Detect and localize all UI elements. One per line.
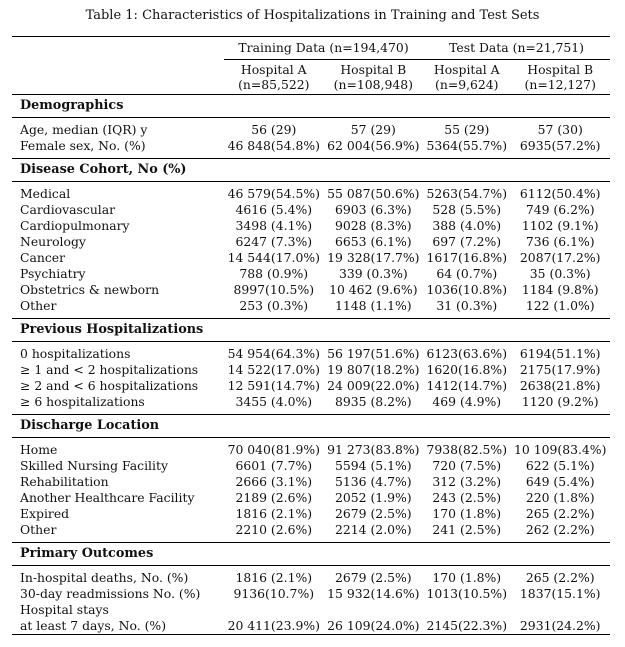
cell-value: 170 (1.8%) [432,570,502,585]
cell-value: 2666 (3.1%) [235,474,313,489]
row-label: Medical [20,186,71,201]
table-row [12,490,610,506]
cell-value: 2175(17.9%) [519,362,601,377]
cell-value: 6653 (6.1%) [335,234,412,249]
cell-value: 6247 (7.3%) [235,234,313,249]
cell-value: 1620(16.8%) [426,362,508,377]
table-row [12,362,610,378]
cell-value: 12 591(14.7%) [227,378,320,393]
cell-value: 788 (0.9%) [239,266,309,281]
row-label: Neurology [20,234,86,249]
cell-value: 262 (2.2%) [525,522,595,537]
row-label: Cardiopulmonary [20,218,130,233]
row-label: ≥ 2 and < 6 hospitalizations [20,378,199,393]
table-row [12,202,610,218]
cell-value: 1120 (9.2%) [521,394,599,409]
table-row [12,394,610,410]
section-title: Previous Hospitalizations [12,319,610,342]
cell-value: 697 (7.2%) [432,234,502,249]
table-row [12,266,610,282]
table-row [12,186,610,202]
cell-value: 56 197(51.6%) [327,346,420,361]
row-label: Another Healthcare Facility [20,490,195,505]
cell-value: 26 109(24.0%) [324,618,424,635]
cell-value: 8997(10.5%) [233,282,315,297]
row-label: at least 7 days, No. (%) [12,618,224,635]
table-row [12,442,610,458]
row-label: Cardiovascular [20,202,116,217]
table-row [12,458,610,474]
cell-value: 5136 (4.7%) [335,474,412,489]
group-header-test: Test Data (n=21,751) [423,37,610,60]
table-row [12,474,610,490]
cell-value: 2145(22.3%) [423,618,510,635]
table-caption: Table 1: Characteristics of Hospitalizations in Training and Test Sets [85,8,540,23]
cell-value: 241 (2.5%) [432,522,502,537]
cell-value: 7938(82.5%) [426,442,508,457]
cell-value: 243 (2.5%) [432,490,502,505]
cell-value: 253 (0.3%) [239,298,309,313]
cell-value: 3455 (4.0%) [235,394,313,409]
cell-value: 720 (7.5%) [432,458,502,473]
cell-value: 19 328(17.7%) [327,250,420,265]
section-header-row [12,415,610,438]
section-header-row [12,543,610,566]
row-label: Obstetrics & newborn [20,282,160,297]
cell-value: 649 (5.4%) [525,474,595,489]
cell-value: 24 009(22.0%) [327,378,420,393]
cell-value: 469 (4.9%) [432,394,502,409]
table-row [12,282,610,298]
table-row [12,122,610,138]
cell-value: 55 087(50.6%) [327,186,420,201]
row-label: Psychiatry [20,266,86,281]
group-header-row [12,37,610,60]
cell-value: 265 (2.2%) [525,506,595,521]
row-label: Hospital stays [20,602,109,617]
cell-value: 1184 (9.8%) [521,282,599,297]
cell-value: 2052 (1.9%) [335,490,412,505]
cell-value: 312 (3.2%) [432,474,502,489]
cell-value: 736 (6.1%) [525,234,595,249]
cell-value: 57 (30) [537,122,583,137]
cell-value: 15 932(14.6%) [327,586,420,601]
section-title: Demographics [12,95,610,118]
cell-value: 35 (0.3%) [529,266,591,281]
cell-value: 6903 (6.3%) [335,202,412,217]
cell-value: 388 (4.0%) [432,218,502,233]
column-header: Hospital A (n=9,624) [433,62,500,92]
row-label: ≥ 6 hospitalizations [20,394,145,409]
cell-value: 749 (6.2%) [525,202,595,217]
cell-value: 6194(51.1%) [519,346,601,361]
cell-value: 339 (0.3%) [338,266,408,281]
table-row [12,250,610,266]
cell-value: 9028 (8.3%) [335,218,412,233]
cell-value: 57 (29) [350,122,396,137]
row-label: Female sex, No. (%) [20,138,146,153]
group-header-training: Training Data (n=194,470) [224,37,423,60]
section-title: Disease Cohort, No (%) [12,159,610,182]
cell-value: 265 (2.2%) [525,570,595,585]
section-header-row [12,319,610,342]
row-label: Expired [20,506,70,521]
cell-value: 122 (1.0%) [525,298,595,313]
table-row [12,602,610,618]
table-row [12,522,610,538]
cell-value: 1013(10.5%) [426,586,508,601]
cell-value: 528 (5.5%) [432,202,502,217]
cell-value: 2679 (2.5%) [335,570,412,585]
cell-value: 1148 (1.1%) [335,298,412,313]
cell-value: 622 (5.1%) [525,458,595,473]
table-row [12,378,610,394]
cell-value: 2931(24.2%) [510,618,610,635]
table-row [12,506,610,522]
cell-value: 5364(55.7%) [426,138,508,153]
cell-value: 54 954(64.3%) [227,346,320,361]
cell-value: 56 (29) [251,122,297,137]
column-header: Hospital B (n=12,127) [524,62,596,92]
table-row [12,618,610,635]
cell-value: 2638(21.8%) [519,378,601,393]
column-header: Hospital A (n=85,522) [238,62,310,92]
cell-value: 2189 (2.6%) [235,490,313,505]
row-label: ≥ 1 and < 2 hospitalizations [20,362,199,377]
cell-value: 1412(14.7%) [426,378,508,393]
section-header-row [12,95,610,118]
row-label: 0 hospitalizations [20,346,131,361]
cell-value: 170 (1.8%) [432,506,502,521]
row-label: Home [20,442,58,457]
cell-value: 3498 (4.1%) [235,218,313,233]
cell-value: 2214 (2.0%) [335,522,412,537]
cell-value: 8935 (8.2%) [335,394,412,409]
table-row [12,586,610,602]
row-label: Other [20,298,57,313]
table-row [12,218,610,234]
cell-value: 14 522(17.0%) [227,362,320,377]
characteristics-table [12,36,610,635]
cell-value: 10 462 (9.6%) [329,282,418,297]
cell-value: 2087(17.2%) [519,250,601,265]
cell-value: 20 411(23.9%) [224,618,324,635]
cell-value: 91 273(83.8%) [327,442,420,457]
table-row [12,298,610,314]
cell-value: 46 579(54.5%) [227,186,320,201]
cell-value: 4616 (5.4%) [235,202,313,217]
cell-value: 220 (1.8%) [525,490,595,505]
cell-value: 6935(57.2%) [519,138,601,153]
row-label: Cancer [20,250,66,265]
cell-value: 10 109(83.4%) [514,442,607,457]
cell-value: 6112(50.4%) [519,186,601,201]
column-header-row [12,60,610,95]
cell-value: 1102 (9.1%) [521,218,599,233]
cell-value: 2210 (2.6%) [235,522,313,537]
section-header-row [12,159,610,182]
cell-value: 6601 (7.7%) [235,458,313,473]
row-label: In-hospital deaths, No. (%) [20,570,189,585]
row-label: Other [20,522,57,537]
row-label: Rehabilitation [20,474,109,489]
cell-value: 1816 (2.1%) [235,570,313,585]
cell-value: 2679 (2.5%) [335,506,412,521]
row-label: Skilled Nursing Facility [20,458,168,473]
cell-value: 5594 (5.1%) [335,458,412,473]
cell-value: 9136(10.7%) [233,586,315,601]
cell-value: 55 (29) [444,122,490,137]
row-label: Age, median (IQR) y [20,122,148,137]
cell-value: 64 (0.7%) [436,266,498,281]
cell-value: 1816 (2.1%) [235,506,313,521]
cell-value: 62 004(56.9%) [327,138,420,153]
cell-value: 70 040(81.9%) [227,442,320,457]
cell-value: 1617(16.8%) [426,250,508,265]
cell-value: 1036(10.8%) [426,282,508,297]
table-row [12,234,610,250]
cell-value: 14 544(17.0%) [227,250,320,265]
table-row [12,346,610,362]
cell-value: 1837(15.1%) [519,586,601,601]
section-title: Primary Outcomes [12,543,610,566]
section-title: Discharge Location [12,415,610,438]
cell-value: 6123(63.6%) [426,346,508,361]
cell-value: 31 (0.3%) [436,298,498,313]
row-label: 30-day readmissions No. (%) [20,586,201,601]
table-row [12,570,610,586]
cell-value: 5263(54.7%) [426,186,508,201]
cell-value: 46 848(54.8%) [227,138,320,153]
table-row [12,138,610,154]
column-header: Hospital B (n=108,948) [333,62,413,92]
cell-value: 19 807(18.2%) [327,362,420,377]
